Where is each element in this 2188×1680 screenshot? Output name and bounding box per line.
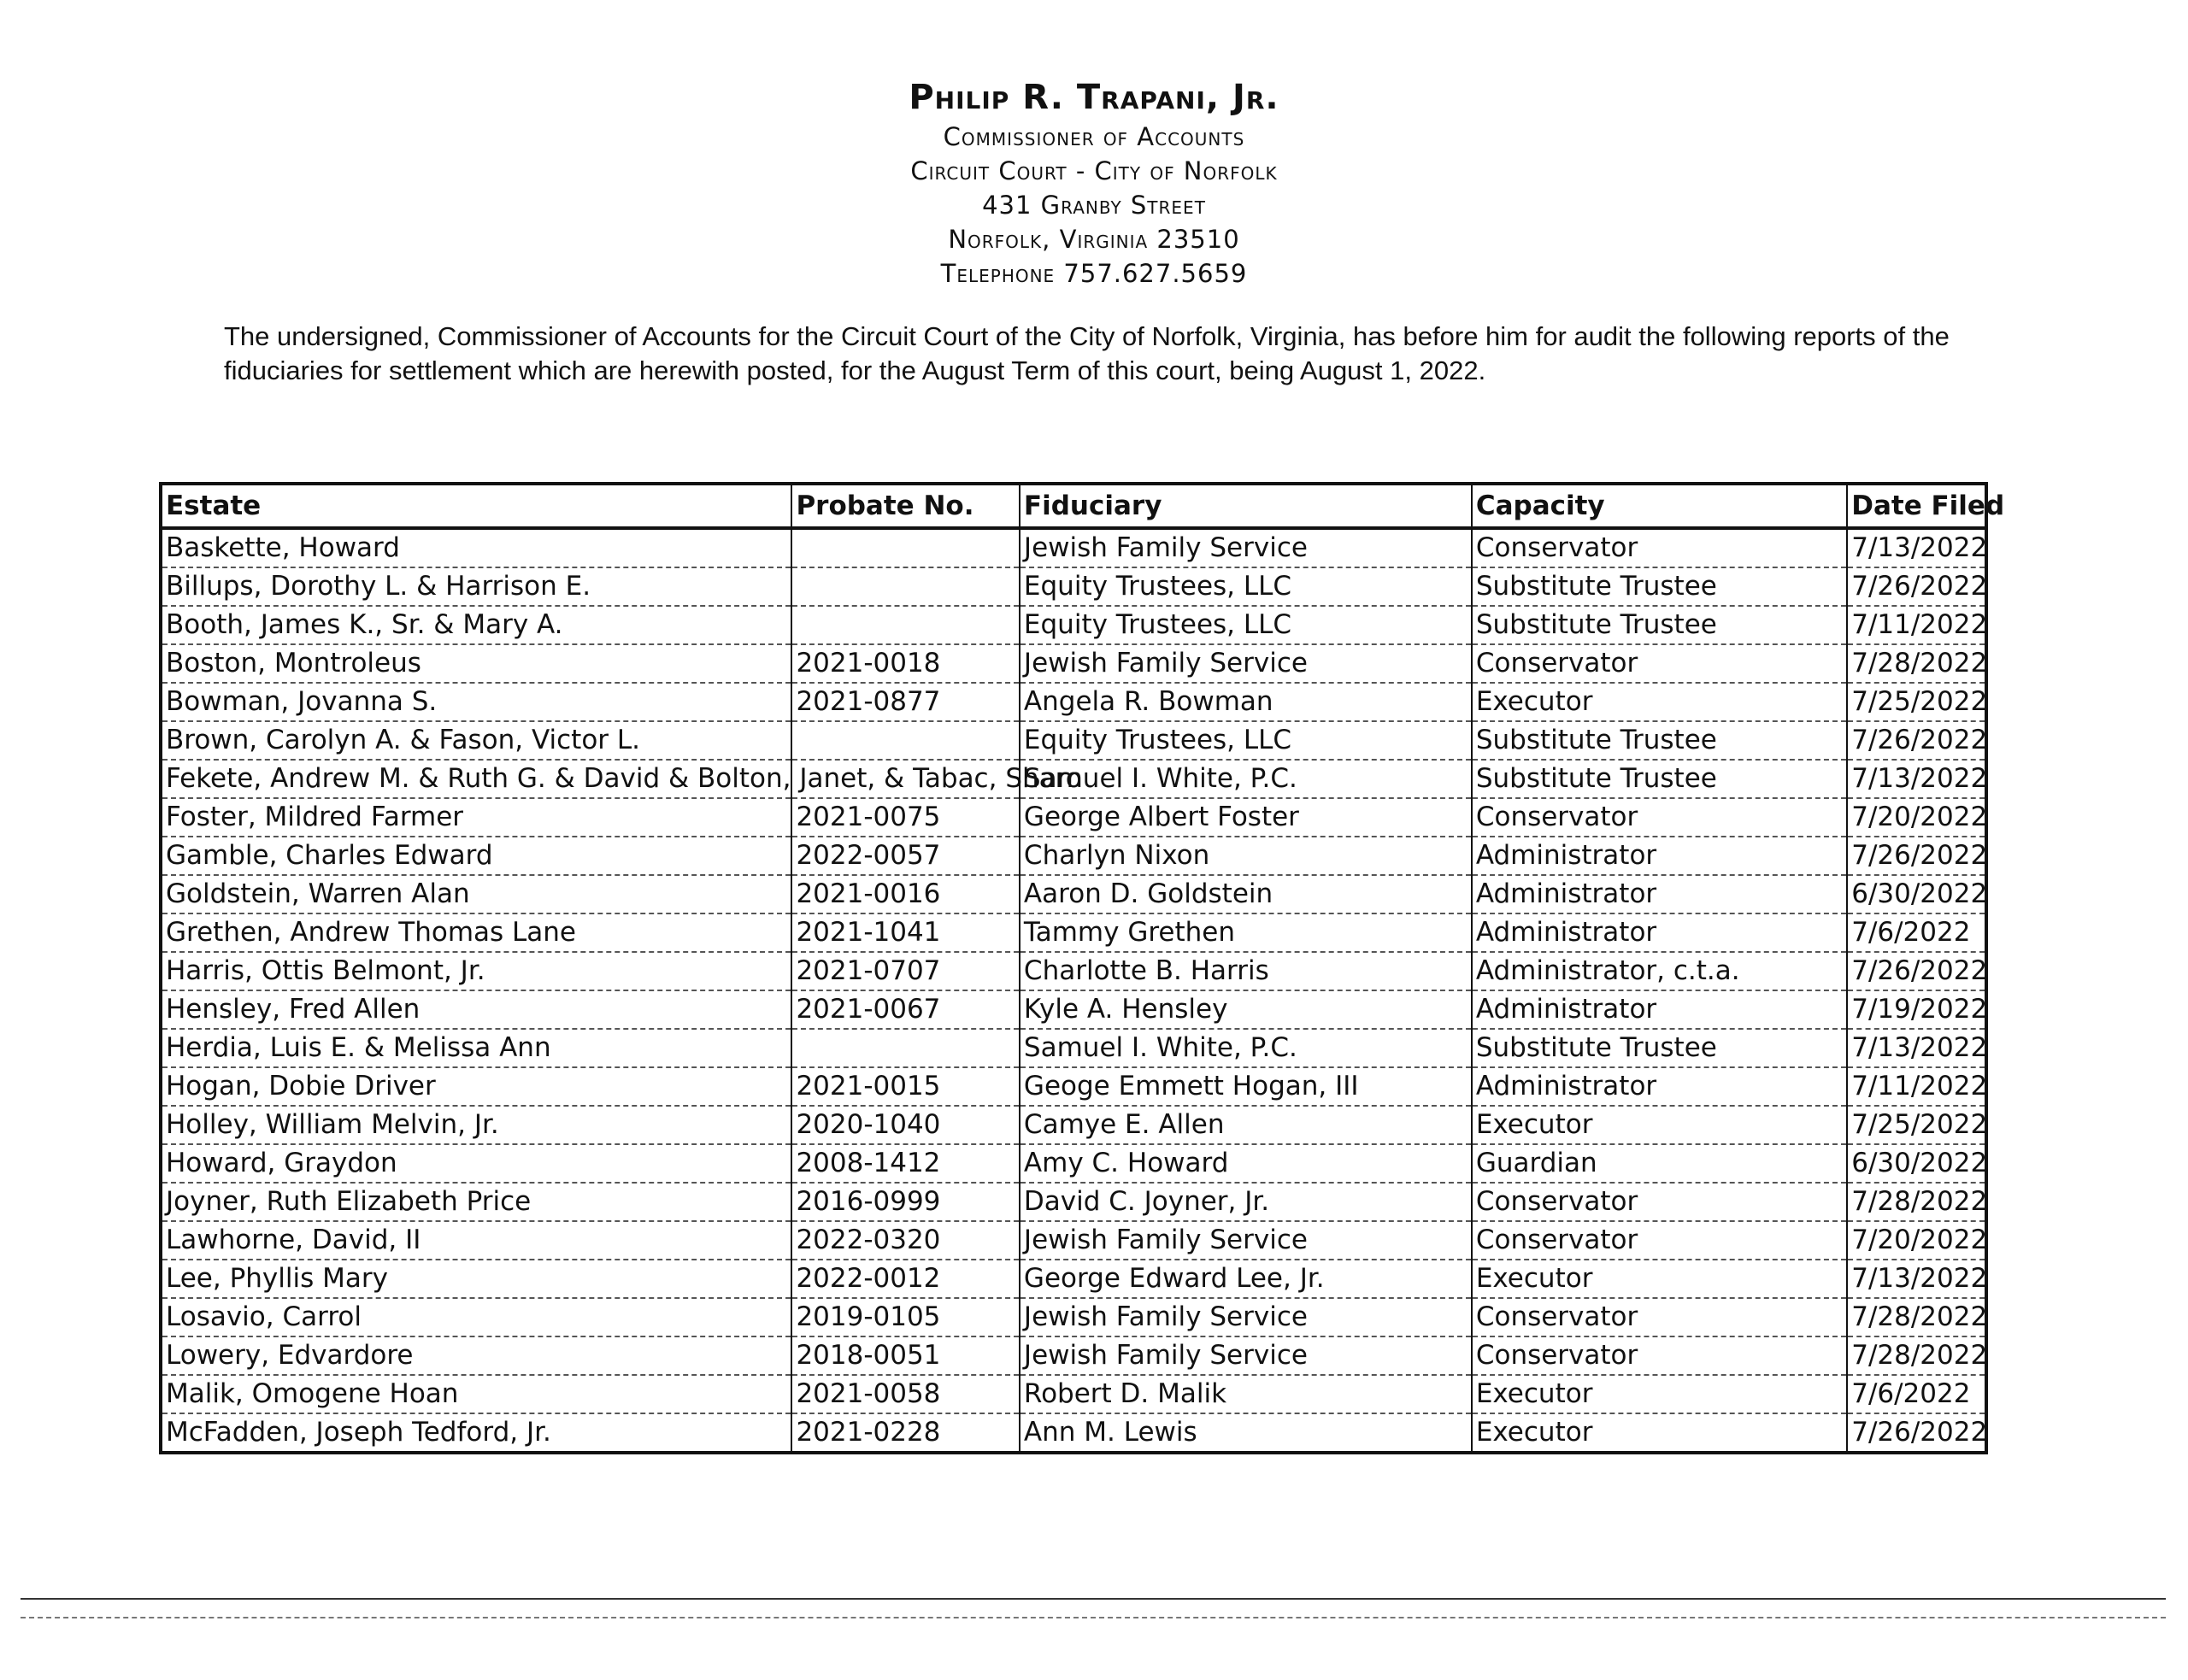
table-row: [161, 1375, 1986, 1413]
fiduciary-reports-table: [159, 482, 2005, 1454]
table-header-row: [161, 484, 1986, 528]
cell-fiduciary: Angela R. Bowman: [1020, 683, 1472, 721]
cell-fiduciary: Robert D. Malik: [1020, 1375, 1472, 1413]
cell-fiduciary: Equity Trustees, LLC: [1020, 567, 1472, 606]
cell-fiduciary: Samuel I. White, P.C.: [1020, 1029, 1472, 1067]
cell-probate-no: 2021-0018: [791, 644, 1019, 683]
cell-fiduciary: Geoge Emmett Hogan, III: [1020, 1067, 1472, 1106]
table-row: [161, 721, 1986, 760]
cell-date-filed: 7/13/2022: [1847, 528, 1986, 567]
cell-fiduciary: George Edward Lee, Jr.: [1020, 1260, 1472, 1298]
column-header-fiduciary: Fiduciary: [1020, 484, 1472, 528]
table-body: [161, 528, 1986, 1453]
table-row: [161, 990, 1986, 1029]
cell-fiduciary: Amy C. Howard: [1020, 1144, 1472, 1183]
table-row: [161, 837, 1986, 875]
cell-date-filed: 7/13/2022: [1847, 760, 1986, 798]
cell-date-filed: 7/6/2022: [1847, 1375, 1986, 1413]
footer-divider: [21, 1598, 2166, 1600]
cell-estate: Losavio, Carrol: [161, 1298, 791, 1336]
cell-date-filed: 7/26/2022: [1847, 1413, 1986, 1453]
cell-probate-no: 2008-1412: [791, 1144, 1019, 1183]
cell-capacity: Conservator: [1472, 1221, 1847, 1260]
cell-probate-no: [791, 567, 1019, 606]
cell-fiduciary: Equity Trustees, LLC: [1020, 721, 1472, 760]
cell-date-filed: 7/28/2022: [1847, 1183, 1986, 1221]
cell-estate: Holley, William Melvin, Jr.: [161, 1106, 791, 1144]
cell-estate: Herdia, Luis E. & Melissa Ann: [161, 1029, 791, 1067]
cell-estate: Boston, Montroleus: [161, 644, 791, 683]
table-row: [161, 683, 1986, 721]
cell-date-filed: 7/26/2022: [1847, 837, 1986, 875]
cell-date-filed: 7/26/2022: [1847, 567, 1986, 606]
cell-estate: Gamble, Charles Edward: [161, 837, 791, 875]
cell-fiduciary: Jewish Family Service: [1020, 528, 1472, 567]
cell-fiduciary: Jewish Family Service: [1020, 644, 1472, 683]
table-row: [161, 1221, 1986, 1260]
street-address: 431 Granby Street: [982, 191, 1206, 220]
cell-capacity: Conservator: [1472, 798, 1847, 837]
cell-estate: Joyner, Ruth Elizabeth Price: [161, 1183, 791, 1221]
table-row: [161, 528, 1986, 567]
table-row: [161, 1144, 1986, 1183]
cell-estate: McFadden, Joseph Tedford, Jr.: [161, 1413, 791, 1453]
cell-capacity: Conservator: [1472, 1183, 1847, 1221]
cell-estate: Hogan, Dobie Driver: [161, 1067, 791, 1106]
city-address: Norfolk, Virginia 23510: [948, 225, 1240, 254]
cell-date-filed: 7/26/2022: [1847, 721, 1986, 760]
cell-capacity: Executor: [1472, 1413, 1847, 1453]
cell-capacity: Conservator: [1472, 1298, 1847, 1336]
cell-capacity: Substitute Trustee: [1472, 721, 1847, 760]
cell-capacity: Administrator, c.t.a.: [1472, 952, 1847, 990]
cell-capacity: Guardian: [1472, 1144, 1847, 1183]
cell-probate-no: 2021-0228: [791, 1413, 1019, 1453]
cell-fiduciary: George Albert Foster: [1020, 798, 1472, 837]
table-row: [161, 606, 1986, 644]
cell-estate: Harris, Ottis Belmont, Jr.: [161, 952, 791, 990]
cell-capacity: Executor: [1472, 1375, 1847, 1413]
cell-estate: Howard, Graydon: [161, 1144, 791, 1183]
table-row: [161, 875, 1986, 913]
cell-fiduciary: Aaron D. Goldstein: [1020, 875, 1472, 913]
cell-date-filed: 7/11/2022: [1847, 606, 1986, 644]
cell-capacity: Administrator: [1472, 837, 1847, 875]
cell-fiduciary: Kyle A. Hensley: [1020, 990, 1472, 1029]
letterhead: [0, 75, 2188, 291]
cell-date-filed: 7/26/2022: [1847, 952, 1986, 990]
cell-estate: Fekete, Andrew M. & Ruth G. & David & Bolton, Janet, & Tabac, Sharo: [161, 760, 791, 798]
table-row: [161, 1260, 1986, 1298]
cell-fiduciary: David C. Joyner, Jr.: [1020, 1183, 1472, 1221]
cell-probate-no: [791, 721, 1019, 760]
cell-date-filed: 7/19/2022: [1847, 990, 1986, 1029]
commissioner-title: Commissioner of Accounts: [943, 122, 1245, 151]
cell-probate-no: 2021-0877: [791, 683, 1019, 721]
cell-probate-no: 2021-1041: [791, 913, 1019, 952]
cell-date-filed: 7/6/2022: [1847, 913, 1986, 952]
cell-fiduciary: Tammy Grethen: [1020, 913, 1472, 952]
cell-probate-no: 2019-0105: [791, 1298, 1019, 1336]
cell-capacity: Conservator: [1472, 1336, 1847, 1375]
cell-probate-no: 2016-0999: [791, 1183, 1019, 1221]
cell-probate-no: 2022-0057: [791, 837, 1019, 875]
column-header-estate: Estate: [161, 484, 791, 528]
cell-date-filed: 7/13/2022: [1847, 1029, 1986, 1067]
cell-capacity: Administrator: [1472, 990, 1847, 1029]
cell-probate-no: 2021-0067: [791, 990, 1019, 1029]
cell-date-filed: 7/25/2022: [1847, 1106, 1986, 1144]
cell-estate: Lawhorne, David, II: [161, 1221, 791, 1260]
table-row: [161, 1106, 1986, 1144]
cell-capacity: Administrator: [1472, 875, 1847, 913]
telephone: Telephone 757.627.5659: [940, 259, 1248, 288]
cell-estate: Lee, Phyllis Mary: [161, 1260, 791, 1298]
cell-fiduciary: Jewish Family Service: [1020, 1221, 1472, 1260]
cell-capacity: Administrator: [1472, 913, 1847, 952]
table-row: [161, 1067, 1986, 1106]
cell-date-filed: 6/30/2022: [1847, 875, 1986, 913]
cell-fiduciary: Samuel I. White, P.C.: [1020, 760, 1472, 798]
table-row: [161, 1298, 1986, 1336]
cell-probate-no: [791, 606, 1019, 644]
cell-fiduciary: Charlyn Nixon: [1020, 837, 1472, 875]
cell-estate: Grethen, Andrew Thomas Lane: [161, 913, 791, 952]
cell-estate: Lowery, Edvardore: [161, 1336, 791, 1375]
cell-date-filed: 7/28/2022: [1847, 1336, 1986, 1375]
column-header-capacity: Capacity: [1472, 484, 1847, 528]
cell-probate-no: 2021-0075: [791, 798, 1019, 837]
cell-estate: Hensley, Fred Allen: [161, 990, 791, 1029]
cell-date-filed: 7/13/2022: [1847, 1260, 1986, 1298]
footer-divider-secondary: [21, 1617, 2166, 1618]
cell-probate-no: [791, 528, 1019, 567]
cell-probate-no: 2022-0012: [791, 1260, 1019, 1298]
table-row: [161, 644, 1986, 683]
cell-capacity: Executor: [1472, 683, 1847, 721]
cell-date-filed: 7/11/2022: [1847, 1067, 1986, 1106]
cell-probate-no: 2021-0707: [791, 952, 1019, 990]
cell-probate-no: 2021-0016: [791, 875, 1019, 913]
cell-estate: Foster, Mildred Farmer: [161, 798, 791, 837]
cell-capacity: Substitute Trustee: [1472, 760, 1847, 798]
cell-estate: Brown, Carolyn A. & Fason, Victor L.: [161, 721, 791, 760]
column-header-date-filed: Date Filed: [1847, 484, 1986, 528]
cell-estate: Billups, Dorothy L. & Harrison E.: [161, 567, 791, 606]
cell-capacity: Conservator: [1472, 644, 1847, 683]
table-row: [161, 1183, 1986, 1221]
cell-capacity: Substitute Trustee: [1472, 1029, 1847, 1067]
column-header-probate-no: Probate No.: [791, 484, 1019, 528]
intro-paragraph: The undersigned, Commissioner of Accounts for the Circuit Court of the City of Norfolk, Virginia, has before him for audit the following reports of the fiduciaries for settlement which are herewith posted, for the August Term of this court, being August 1, 2022.: [224, 321, 1950, 385]
cell-date-filed: 6/30/2022: [1847, 1144, 1986, 1183]
cell-probate-no: 2021-0058: [791, 1375, 1019, 1413]
table-row: [161, 760, 1986, 798]
court-name: Circuit Court - City of Norfolk: [910, 156, 1278, 185]
cell-capacity: Substitute Trustee: [1472, 606, 1847, 644]
cell-date-filed: 7/20/2022: [1847, 798, 1986, 837]
cell-probate-no: 2018-0051: [791, 1336, 1019, 1375]
cell-capacity: Executor: [1472, 1260, 1847, 1298]
cell-capacity: Administrator: [1472, 1067, 1847, 1106]
cell-probate-no: 2022-0320: [791, 1221, 1019, 1260]
cell-estate: Booth, James K., Sr. & Mary A.: [161, 606, 791, 644]
cell-fiduciary: Jewish Family Service: [1020, 1336, 1472, 1375]
table-row: [161, 798, 1986, 837]
cell-capacity: Executor: [1472, 1106, 1847, 1144]
cell-estate: Goldstein, Warren Alan: [161, 875, 791, 913]
cell-capacity: Substitute Trustee: [1472, 567, 1847, 606]
cell-date-filed: 7/25/2022: [1847, 683, 1986, 721]
table-row: [161, 1029, 1986, 1067]
cell-probate-no: 2020-1040: [791, 1106, 1019, 1144]
table-row: [161, 952, 1986, 990]
commissioner-name: Philip R. Trapani, Jr.: [909, 78, 1279, 117]
cell-capacity: Conservator: [1472, 528, 1847, 567]
cell-probate-no: [791, 1029, 1019, 1067]
cell-fiduciary: Equity Trustees, LLC: [1020, 606, 1472, 644]
table-row: [161, 913, 1986, 952]
cell-fiduciary: Charlotte B. Harris: [1020, 952, 1472, 990]
cell-estate: Baskette, Howard: [161, 528, 791, 567]
cell-fiduciary: Camye E. Allen: [1020, 1106, 1472, 1144]
cell-estate: Bowman, Jovanna S.: [161, 683, 791, 721]
cell-date-filed: 7/28/2022: [1847, 1298, 1986, 1336]
cell-estate: Malik, Omogene Hoan: [161, 1375, 791, 1413]
cell-date-filed: 7/20/2022: [1847, 1221, 1986, 1260]
table-row: [161, 567, 1986, 606]
cell-fiduciary: Jewish Family Service: [1020, 1298, 1472, 1336]
cell-fiduciary: Ann M. Lewis: [1020, 1413, 1472, 1453]
table-row: [161, 1336, 1986, 1375]
cell-probate-no: 2021-0015: [791, 1067, 1019, 1106]
table-row: [161, 1413, 1986, 1453]
cell-date-filed: 7/28/2022: [1847, 644, 1986, 683]
